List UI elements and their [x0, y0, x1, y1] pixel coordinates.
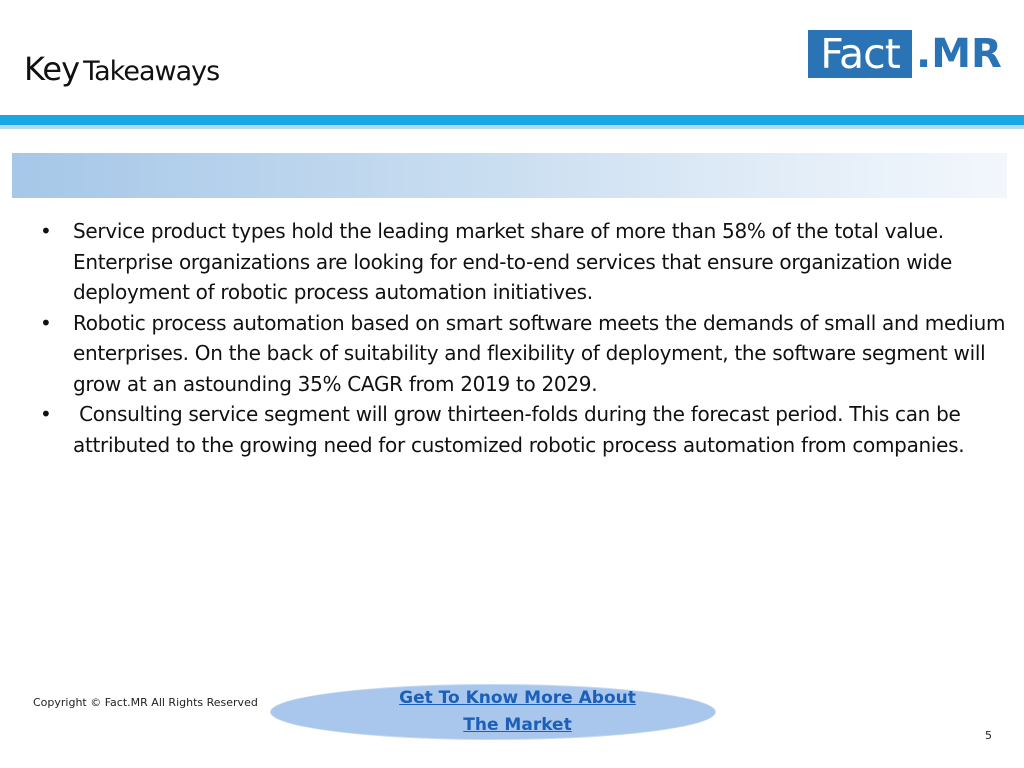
page-number: 5: [985, 729, 992, 742]
slide-title-word-2: Takeaways: [83, 56, 220, 87]
list-item: [36, 308, 1011, 400]
list-item: [36, 216, 1011, 308]
copyright-text: Copyright © Fact.MR All Rights Reserved: [33, 696, 258, 709]
factmr-logo: [808, 30, 1002, 78]
cta-link-line-2[interactable]: The Market: [463, 715, 572, 735]
bullet-icon: •: [40, 310, 52, 335]
gradient-banner: [12, 153, 1007, 198]
list-item: [36, 399, 1011, 460]
bullet-icon: •: [40, 219, 52, 243]
list-item-text: Service product types hold the leading market share of more than 58% of the total value. Enterprise organizations are looking for end-to-end services that ensure organization wide deployment of robotic process automation initiatives.: [73, 219, 952, 304]
list-item-text: Robotic process automation based on smart software meets the demands of small and medium enterprises. On the back of suitability and flexibility of deployment, the software segment will grow at an astounding 35% CAGR from 2019 to 2029.: [73, 310, 1006, 396]
cta-link[interactable]: [360, 685, 675, 739]
logo-box-text: Fact: [808, 30, 912, 78]
list-item-text: Consulting service segment will grow thirteen-folds during the forecast period. This can be attributed to the growing need for customized robotic process automation from companies.: [73, 402, 967, 457]
takeaways-list: [36, 216, 1011, 460]
header-divider: [0, 115, 1024, 129]
slide-title: [24, 50, 219, 88]
logo-suffix-text: .MR: [916, 31, 1002, 77]
bullet-icon: •: [40, 402, 52, 426]
slide-title-word-1: Key: [24, 50, 80, 88]
cta-link-line-1[interactable]: Get To Know More About: [399, 688, 636, 708]
